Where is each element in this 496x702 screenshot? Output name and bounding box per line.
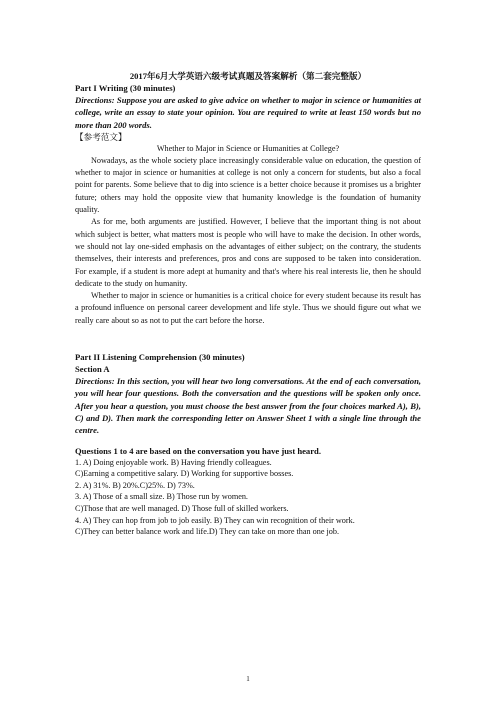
question-line: 3. A) Those of a small size. B) Those run by women. <box>75 492 248 502</box>
questions-heading: Questions 1 to 4 are based on the conversation you have just heard. <box>75 445 321 456</box>
page-number: 1 <box>246 675 250 683</box>
question-line: 2. A) 31%. B) 20%.C)25%. D) 73%. <box>75 480 195 490</box>
part2-directions: Directions: In this section, you will hear two long conversations. At the end of each conversation, you will hear four questions. Both the conversation and the questions will be spoken only once. After you hear a question, you must choose the best answer from the four choices marked A), B), C) and D). Then mark the corresponding letter on Answer Sheet 1 with a single line through the centre. <box>75 376 421 436</box>
reference-label: 【参考范文】 <box>75 131 127 142</box>
part1-heading: Part I Writing (30 minutes) <box>75 83 176 93</box>
spacer <box>75 437 421 445</box>
essay-title: Whether to Major in Science or Humanities at College? <box>156 143 340 153</box>
essay-paragraph-3: Whether to major in science or humanities is a critical choice for every student because its result has a profound influence on personal career development and life style. Thus we should figure out what we really care about so as not to put the cart before the horse. <box>75 291 421 325</box>
question-line: C)They can better balance work and life.D) They can take on more than one job. <box>75 527 340 537</box>
question-line: C)Earning a competitive salary. D) Working for supportive bosses. <box>75 469 294 479</box>
part2-heading: Part II Listening Comprehension (30 minutes) <box>75 352 245 363</box>
question-line: C)Those that are well managed. D) Those full of skilled workers. <box>75 503 289 513</box>
section-a-heading: Section A <box>75 364 110 375</box>
document-title: 2017年6月大学英语六级考试真题及答案解析（第二套完整版） <box>129 71 367 81</box>
essay-paragraph-2: As for me, both arguments are justified. However, I believe that the important thing is not about which subject is better, what matters most is people who will have to make the decision. In other words, we should not lay one-sided emphasis on the advantages of either subject; on the contrary, the students themselves, their interests and preferences, pros and cons are supposed to be taken into consideration. For example, if a student is more adept at humanity and that's where his real interests lie, then he should dedicate to the study on humanity. <box>75 217 421 288</box>
part1-directions: Directions: Suppose you are asked to give advice on whether to major in science or humanities at college, write an essay to state your opinion. You are required to write at least 150 words but no more than 200 words. <box>75 95 421 130</box>
spacer <box>75 327 421 351</box>
question-line: 1. A) Doing enjoyable work. B) Having friendly colleagues. <box>75 457 272 467</box>
question-line: 4. A) They can hop from job to job easily. B) They can win recognition of their work. <box>75 515 355 525</box>
document-page <box>75 70 421 538</box>
essay-paragraph-1: Nowadays, as the whole society place increasingly considerable value on education, the question of whether to major in science or humanities at college is not only a concern for students, but also a focal point for parents. Some believe that to dig into science is a better choice because it promises us a brighter future; others may hold the opposite view that humanity knowledge is the foundation of humanity quality. <box>75 155 421 215</box>
